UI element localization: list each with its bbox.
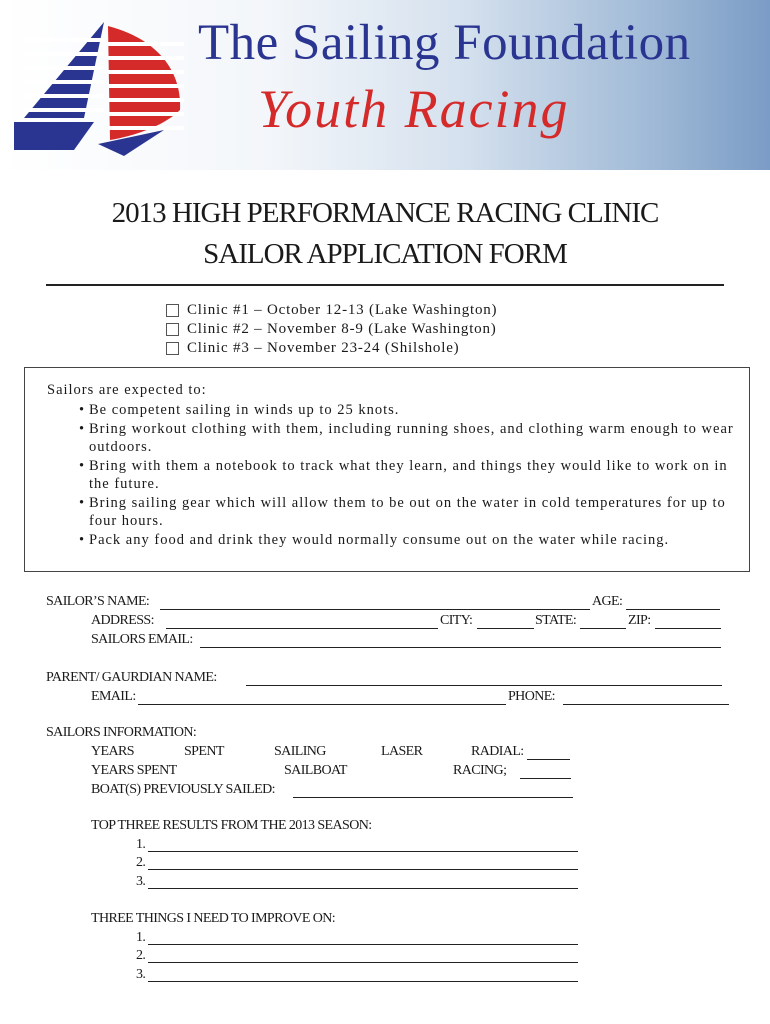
checkbox[interactable]: [166, 304, 179, 317]
expectations-list: [79, 401, 739, 549]
result-field-3[interactable]: [148, 888, 578, 889]
boats-field[interactable]: [293, 797, 573, 798]
zip-field[interactable]: [655, 628, 721, 629]
email-field[interactable]: [138, 704, 506, 705]
phone-label: PHONE:: [508, 689, 555, 704]
address-label: ADDRESS:: [91, 613, 154, 628]
list-item: • Pack any food and drink they would normally consume out on the water while racing.: [79, 531, 739, 550]
clinic-options: [166, 301, 497, 358]
form-heading-line1: 2013 HIGH PERFORMANCE RACING CLINIC: [111, 197, 659, 229]
racing-field[interactable]: [520, 778, 571, 779]
address-field[interactable]: [166, 628, 438, 629]
sailor-name-field[interactable]: [160, 609, 590, 610]
list-item: • Bring sailing gear which will allow them to be out on the water in cold temperatures for up to four hours.: [79, 494, 739, 531]
clinic-label: Clinic #1 – October 12-13 (Lake Washington): [187, 302, 498, 318]
parent-name-field[interactable]: [246, 685, 722, 686]
clinic-label: Clinic #2 – November 8-9 (Lake Washington): [187, 321, 497, 337]
radial-field[interactable]: [527, 759, 570, 760]
list-item: • Bring with them a notebook to track what they learn, and things they would like to work on in the future.: [79, 457, 739, 494]
clinic-option-1[interactable]: [166, 301, 497, 320]
improve-number-2: 2.: [136, 948, 146, 963]
sailboat-label: SAILBOAT: [284, 763, 347, 778]
sailing-label: SAILING: [274, 744, 326, 759]
result-field-1[interactable]: [148, 851, 578, 852]
clinic-label: Clinic #3 – November 23-24 (Shilshole): [187, 340, 460, 356]
top-results-label: TOP THREE RESULTS FROM THE 2013 SEASON:: [91, 818, 372, 833]
checkbox[interactable]: [166, 323, 179, 336]
racing-label: RACING;: [453, 763, 507, 778]
improve-number-1: 1.: [136, 930, 146, 945]
email-label: EMAIL:: [91, 689, 136, 704]
clinic-option-3[interactable]: [166, 339, 497, 358]
years-spent-label: YEARS SPENT: [91, 763, 177, 778]
zip-label: ZIP:: [628, 613, 651, 628]
state-field[interactable]: [580, 628, 626, 629]
parent-name-label: PARENT/ GAURDIAN NAME:: [46, 670, 217, 685]
laser-label: LASER: [381, 744, 423, 759]
sail-logo-icon: [14, 18, 194, 160]
boats-label: BOAT(S) PREVIOUSLY SAILED:: [91, 782, 275, 797]
sailor-email-field[interactable]: [200, 647, 721, 648]
spent-label: SPENT: [184, 744, 224, 759]
age-field[interactable]: [626, 609, 720, 610]
city-label: CITY:: [440, 613, 473, 628]
brand-title: The Sailing Foundation: [198, 15, 691, 71]
result-number-2: 2.: [136, 855, 146, 870]
improve-label: THREE THINGS I NEED TO IMPROVE ON:: [91, 911, 336, 926]
list-item: • Be competent sailing in winds up to 25 knots.: [79, 401, 739, 420]
heading-divider: [46, 284, 724, 286]
brand-subtitle: Youth Racing: [258, 79, 570, 139]
expectations-intro: Sailors are expected to:: [47, 382, 207, 398]
improve-field-3[interactable]: [148, 981, 578, 982]
city-field[interactable]: [477, 628, 534, 629]
result-field-2[interactable]: [148, 869, 578, 870]
improve-number-3: 3.: [136, 967, 146, 982]
improve-field-2[interactable]: [148, 962, 578, 963]
result-number-3: 3.: [136, 874, 146, 889]
form-heading-line2: SAILOR APPLICATION FORM: [203, 238, 567, 270]
improve-field-1[interactable]: [148, 944, 578, 945]
checkbox[interactable]: [166, 342, 179, 355]
clinic-option-2[interactable]: [166, 320, 497, 339]
phone-field[interactable]: [563, 704, 729, 705]
sailor-name-label: SAILOR’S NAME:: [46, 594, 150, 609]
sailor-email-label: SAILORS EMAIL:: [91, 632, 193, 647]
expectations-box: [24, 367, 750, 572]
sailor-info-label: SAILORS INFORMATION:: [46, 725, 197, 740]
years-label: YEARS: [91, 744, 134, 759]
radial-label: RADIAL:: [471, 744, 524, 759]
list-item: • Bring workout clothing with them, including running shoes, and clothing warm enough to wear outdoors.: [79, 420, 739, 457]
age-label: AGE:: [592, 594, 623, 609]
state-label: STATE:: [535, 613, 577, 628]
result-number-1: 1.: [136, 837, 146, 852]
